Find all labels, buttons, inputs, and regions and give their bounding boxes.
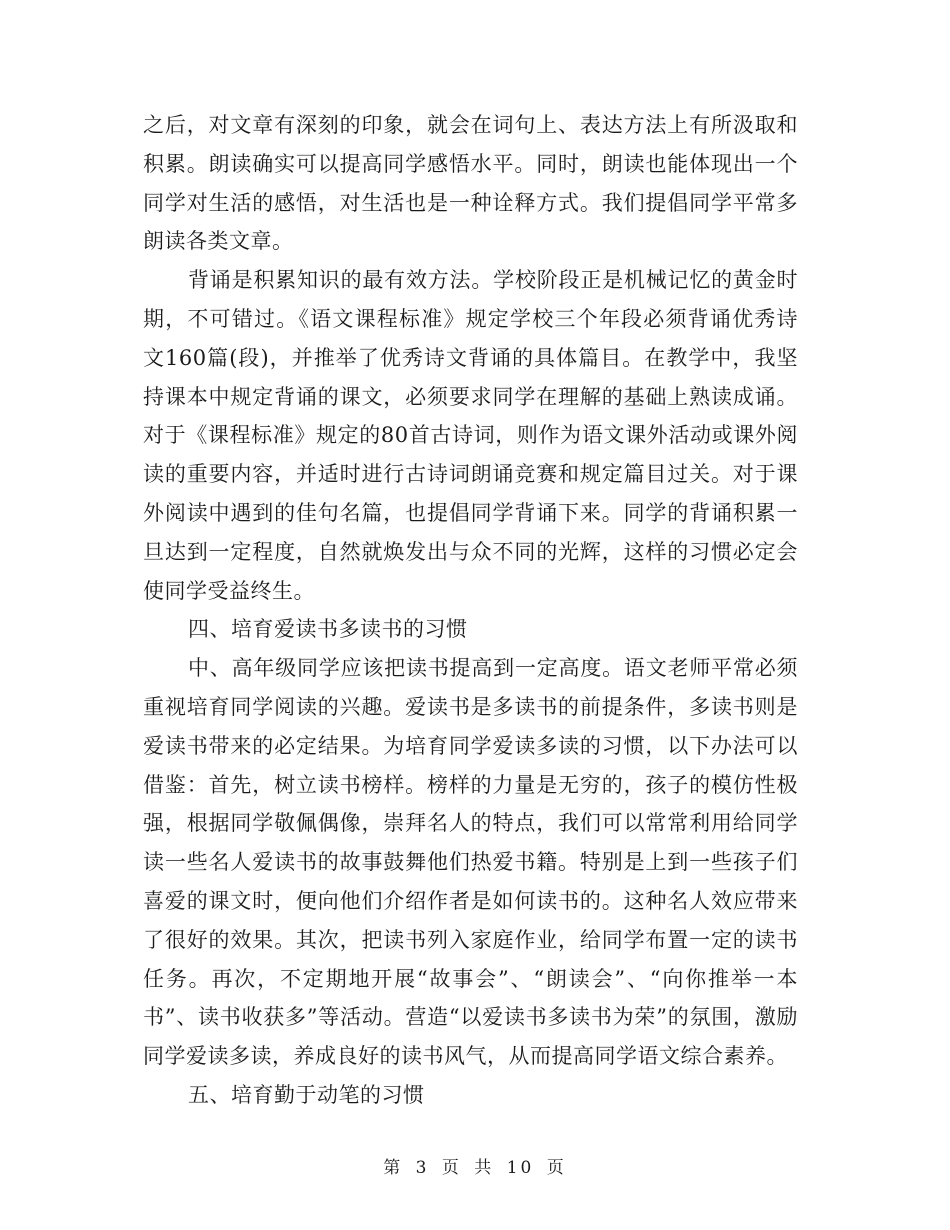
paragraph-reading-continuation: 之后，对文章有深刻的印象，就会在词句上、表达方法上有所汲取和积累。朗读确实可以提高同学感悟水平。同时，朗读也能体现出一个同学对生活的感悟，对生活也是一种诠释方式。我们提倡同学平常多朗读各类文章。 bbox=[143, 113, 798, 254]
paragraph-recitation: 背诵是积累知识的最有效方法。学校阶段正是机械记忆的黄金时期，不可错过。《语文课程标准》规定学校三个年段必须背诵优秀诗文160篇(段)，并推举了优秀诗文背诵的具体篇目。在教学中，我坚持课本中规定背诵的课文，必须要求同学在理解的基础上熟读成诵。对于《课程标准》规定的80首古诗词，则作为语文课外活动或课外阅读的重要内容，并适时进行古诗词朗诵竞赛和规定篇目过关。对于课外阅读中遇到的佳句名篇，也提倡同学背诵下来。同学的背诵积累一旦达到一定程度，自然就焕发出与众不同的光辉，这样的习惯必定会使同学受益终生。 bbox=[143, 268, 798, 603]
page-number-footer: 第 3 页 共 10 页 bbox=[383, 1158, 567, 1178]
paragraph-reading-habit: 中、高年级同学应该把读书提高到一定高度。语文老师平常必须重视培育同学阅读的兴趣。爱读书是多读书的前提条件，多读书则是爱读书带来的必定结果。为培育同学爱读多读的习惯，以下办法可以借鉴：首先，树立读书榜样。榜样的力量是无穷的，孩子的模仿性极强，根据同学敬佩偶像，崇拜名人的特点，我们可以常常利用给同学读一些名人爱读书的故事鼓舞他们热爱书籍。特别是上到一些孩子们喜爱的课文时，便向他们介绍作者是如何读书的。这种名人效应带来了很好的效果。其次，把读书列入家庭作业，给同学布置一定的读书任务。再次，不定期地开展“故事会”、“朗读会”、“向你推举一本书”、读书收获多”等活动。营造“以爱读书多读书为荣”的氛围，激励同学爱读多读，养成良好的读书风气，从而提高同学语文综合素养。 bbox=[143, 656, 798, 1069]
section-heading-4: 四、培育爱读书多读书的习惯 bbox=[188, 617, 468, 642]
document-body bbox=[143, 106, 798, 1115]
section-heading-5: 五、培育勤于动笔的习惯 bbox=[188, 1082, 425, 1107]
